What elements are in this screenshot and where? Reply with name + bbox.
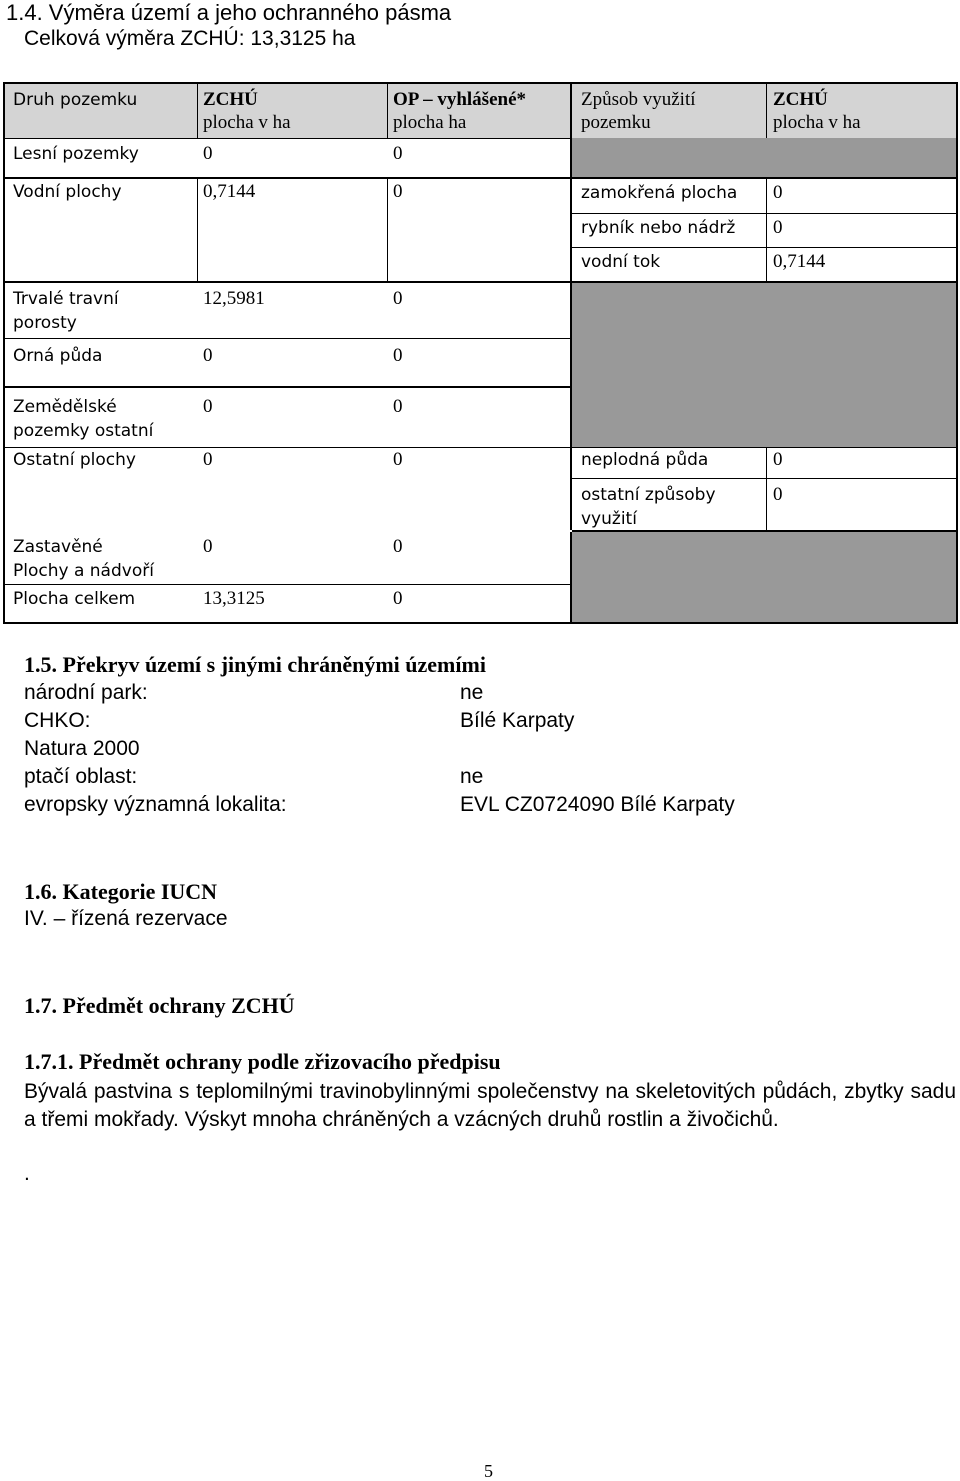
total-area-line: Celková výměra ZCHÚ: 13,3125 ha [24, 27, 356, 50]
water-use-zamokrena-value: 0 [773, 182, 783, 203]
section-heading-1-4: 1.4. Výměra území a jeho ochranného pásma [6, 0, 452, 25]
header-zchu-unit: plocha v ha [203, 112, 291, 133]
row-zemedelske-op: 0 [393, 396, 403, 417]
trailing-dot: . [24, 1162, 30, 1185]
overlap-label: ptačí oblast: [24, 765, 138, 788]
water-use-rybnik: rybník nebo nádrž [581, 218, 736, 238]
row-zastavene-type-2: Plochy a nádvoří [13, 561, 154, 581]
header-op-unit: plocha ha [393, 112, 467, 133]
overlap-row [24, 791, 924, 819]
header-op: OP – vyhlášené* [393, 89, 527, 110]
row-lesni-type: Lesní pozemky [13, 144, 139, 164]
section-heading-1-6: 1.6. Kategorie IUCN [24, 879, 218, 904]
row-vodni-type: Vodní plochy [13, 182, 122, 202]
section-heading-1-5: 1.5. Překryv území s jinými chráněnými územími [24, 652, 486, 677]
overlap-value: ne [460, 681, 484, 704]
header-zpusob: Způsob využití [581, 89, 696, 110]
overlap-list [24, 679, 924, 819]
overlap-row [24, 763, 924, 791]
other-use-ostatni-1: ostatní způsoby [581, 485, 716, 505]
overlap-label: Natura 2000 [24, 737, 140, 760]
row-zemedelske-zchu: 0 [203, 396, 213, 417]
row-zastavene-type-1: Zastavěné [13, 537, 103, 557]
row-orna-zchu: 0 [203, 345, 213, 366]
row-lesni-op: 0 [393, 143, 403, 164]
header-zchu-right: ZCHÚ [773, 89, 828, 110]
overlap-row [24, 679, 924, 707]
other-use-neplodna: neplodná půda [581, 450, 709, 470]
overlap-value: Bílé Karpaty [460, 709, 575, 732]
row-trvale-type-2: porosty [13, 313, 77, 333]
water-use-vodni-tok-value: 0,7144 [773, 251, 826, 272]
water-use-vodni-tok: vodní tok [581, 252, 661, 272]
water-use-rybnik-value: 0 [773, 217, 783, 238]
page-number: 5 [484, 1461, 493, 1481]
other-use-ostatni-2: využití [581, 509, 637, 529]
row-ostatni-op: 0 [393, 449, 403, 470]
header-zpusob-2: pozemku [581, 112, 651, 133]
header-zchu-right-unit: plocha v ha [773, 112, 861, 133]
row-ostatni-type: Ostatní plochy [13, 450, 136, 470]
row-orna-type: Orná půda [13, 346, 103, 366]
overlap-row [24, 735, 924, 763]
iucn-category: IV. – řízená rezervace [24, 907, 228, 930]
overlap-row [24, 707, 924, 735]
row-vodni-op: 0 [393, 181, 403, 202]
other-use-neplodna-value: 0 [773, 449, 783, 470]
water-use-zamokrena: zamokřená plocha [581, 183, 738, 203]
section-heading-1-7: 1.7. Předmět ochrany ZCHÚ [24, 993, 295, 1018]
overlap-label: evropsky významná lokalita: [24, 793, 287, 816]
row-zastavene-zchu: 0 [203, 536, 213, 557]
row-lesni-zchu: 0 [203, 143, 213, 164]
row-trvale-op: 0 [393, 288, 403, 309]
row-ostatni-zchu: 0 [203, 449, 213, 470]
row-celkem-type: Plocha celkem [13, 589, 136, 609]
row-trvale-zchu: 12,5981 [203, 288, 265, 309]
overlap-value: EVL CZ0724090 Bílé Karpaty [460, 793, 735, 816]
row-zemedelske-type-1: Zemědělské [13, 397, 117, 417]
header-druh-pozemku: Druh pozemku [13, 90, 138, 110]
header-zchu: ZCHÚ [203, 89, 258, 110]
overlap-label: národní park: [24, 681, 148, 704]
row-celkem-zchu: 13,3125 [203, 588, 265, 609]
section-heading-1-7-1: 1.7.1. Předmět ochrany podle zřizovacího předpisu [24, 1049, 501, 1074]
row-zastavene-op: 0 [393, 536, 403, 557]
row-celkem-op: 0 [393, 588, 403, 609]
row-orna-op: 0 [393, 345, 403, 366]
area-table [3, 82, 958, 624]
row-zemedelske-type-2: pozemky ostatní [13, 421, 154, 441]
row-trvale-type-1: Trvalé travní [13, 289, 119, 309]
protection-subject-paragraph: Bývalá pastvina s teplomilnými travinobylinnými společenstvy na skeletovitých půdách, zbytky sadu a třemi mokřady. Výskyt mnoha chráněných a vzácných druhů rostlin a živočichů. [24, 1080, 956, 1131]
other-use-ostatni-value: 0 [773, 484, 783, 505]
overlap-label: CHKO: [24, 709, 91, 732]
overlap-value: ne [460, 765, 484, 788]
row-vodni-zchu: 0,7144 [203, 181, 256, 202]
